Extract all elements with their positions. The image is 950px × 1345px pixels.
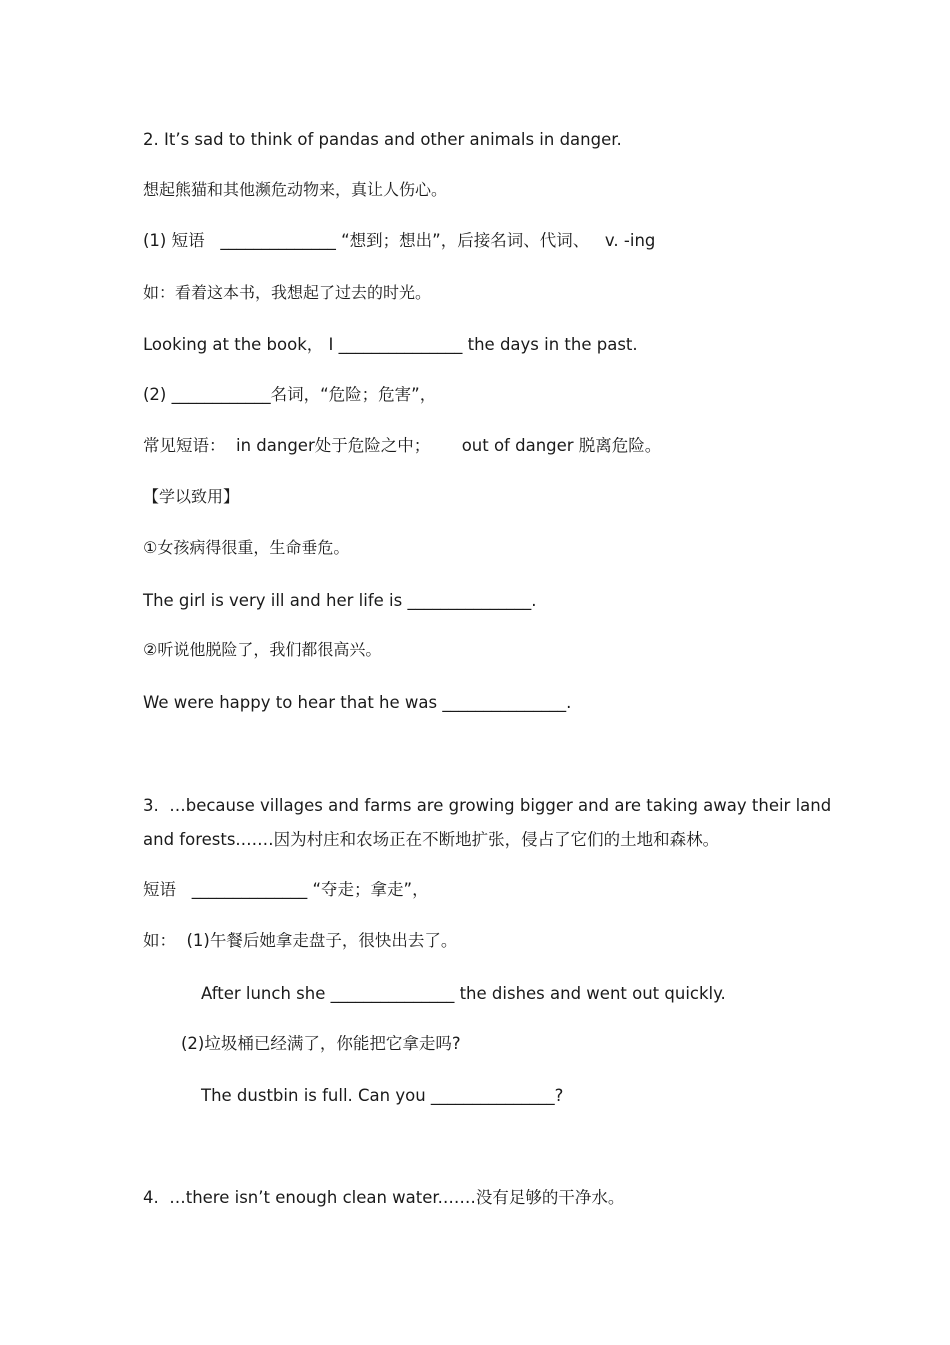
- item-2-sentence: 2. It’s sad to think of pandas and other animals in danger.: [143, 130, 622, 149]
- item-3-example-2-en: The dustbin is full. Can you _______________?: [201, 1086, 564, 1105]
- practice-2-cn: ②听说他脱险了，我们都很高兴。: [143, 640, 382, 659]
- item-2-translation: 想起熊猫和其他濒危动物来，真让人伤心。: [143, 180, 448, 199]
- item-3-sentence: 3. …because villages and farms are growing bigger and are taking away their land: [143, 796, 832, 815]
- item-3-sentence-cont: and forests.……因为村庄和农场正在不断地扩张，侵占了它们的土地和森林。: [143, 830, 720, 849]
- item-3-example-1-cn: 如： (1)午餐后她拿走盘子，很快出去了。: [143, 931, 458, 950]
- practice-2-en: We were happy to hear that he was _______________.: [143, 693, 572, 712]
- practice-1-cn: ①女孩病得很重，生命垂危。: [143, 538, 350, 557]
- item-3-example-2-cn: (2)垃圾桶已经满了，你能把它拿走吗?: [181, 1034, 461, 1053]
- item-3-phrase-blank: 短语 ______________ “夺走；拿走”，: [143, 880, 429, 899]
- phrase-1-example-en: Looking at the book， I _______________ the days in the past.: [143, 335, 638, 354]
- practice-heading: 【学以致用】: [143, 487, 240, 506]
- phrase-1-example-cn: 如：看着这本书，我想起了过去的时光。: [143, 283, 432, 302]
- phrase-2-blank: (2) ____________名词，“危险；危害”，: [143, 385, 437, 404]
- item-4-sentence: 4. …there isn’t enough clean water.……没有足够的干净水。: [143, 1188, 625, 1207]
- common-phrases: 常见短语： in danger处于危险之中； out of danger 脱离危险。: [143, 436, 662, 455]
- practice-1-en: The girl is very ill and her life is _______________.: [143, 591, 537, 610]
- phrase-1-blank: (1) 短语 ______________ “想到；想出”，后接名词、代词、 v. -ing: [143, 231, 656, 250]
- item-3-example-1-en: After lunch she _______________ the dishes and went out quickly.: [201, 984, 726, 1003]
